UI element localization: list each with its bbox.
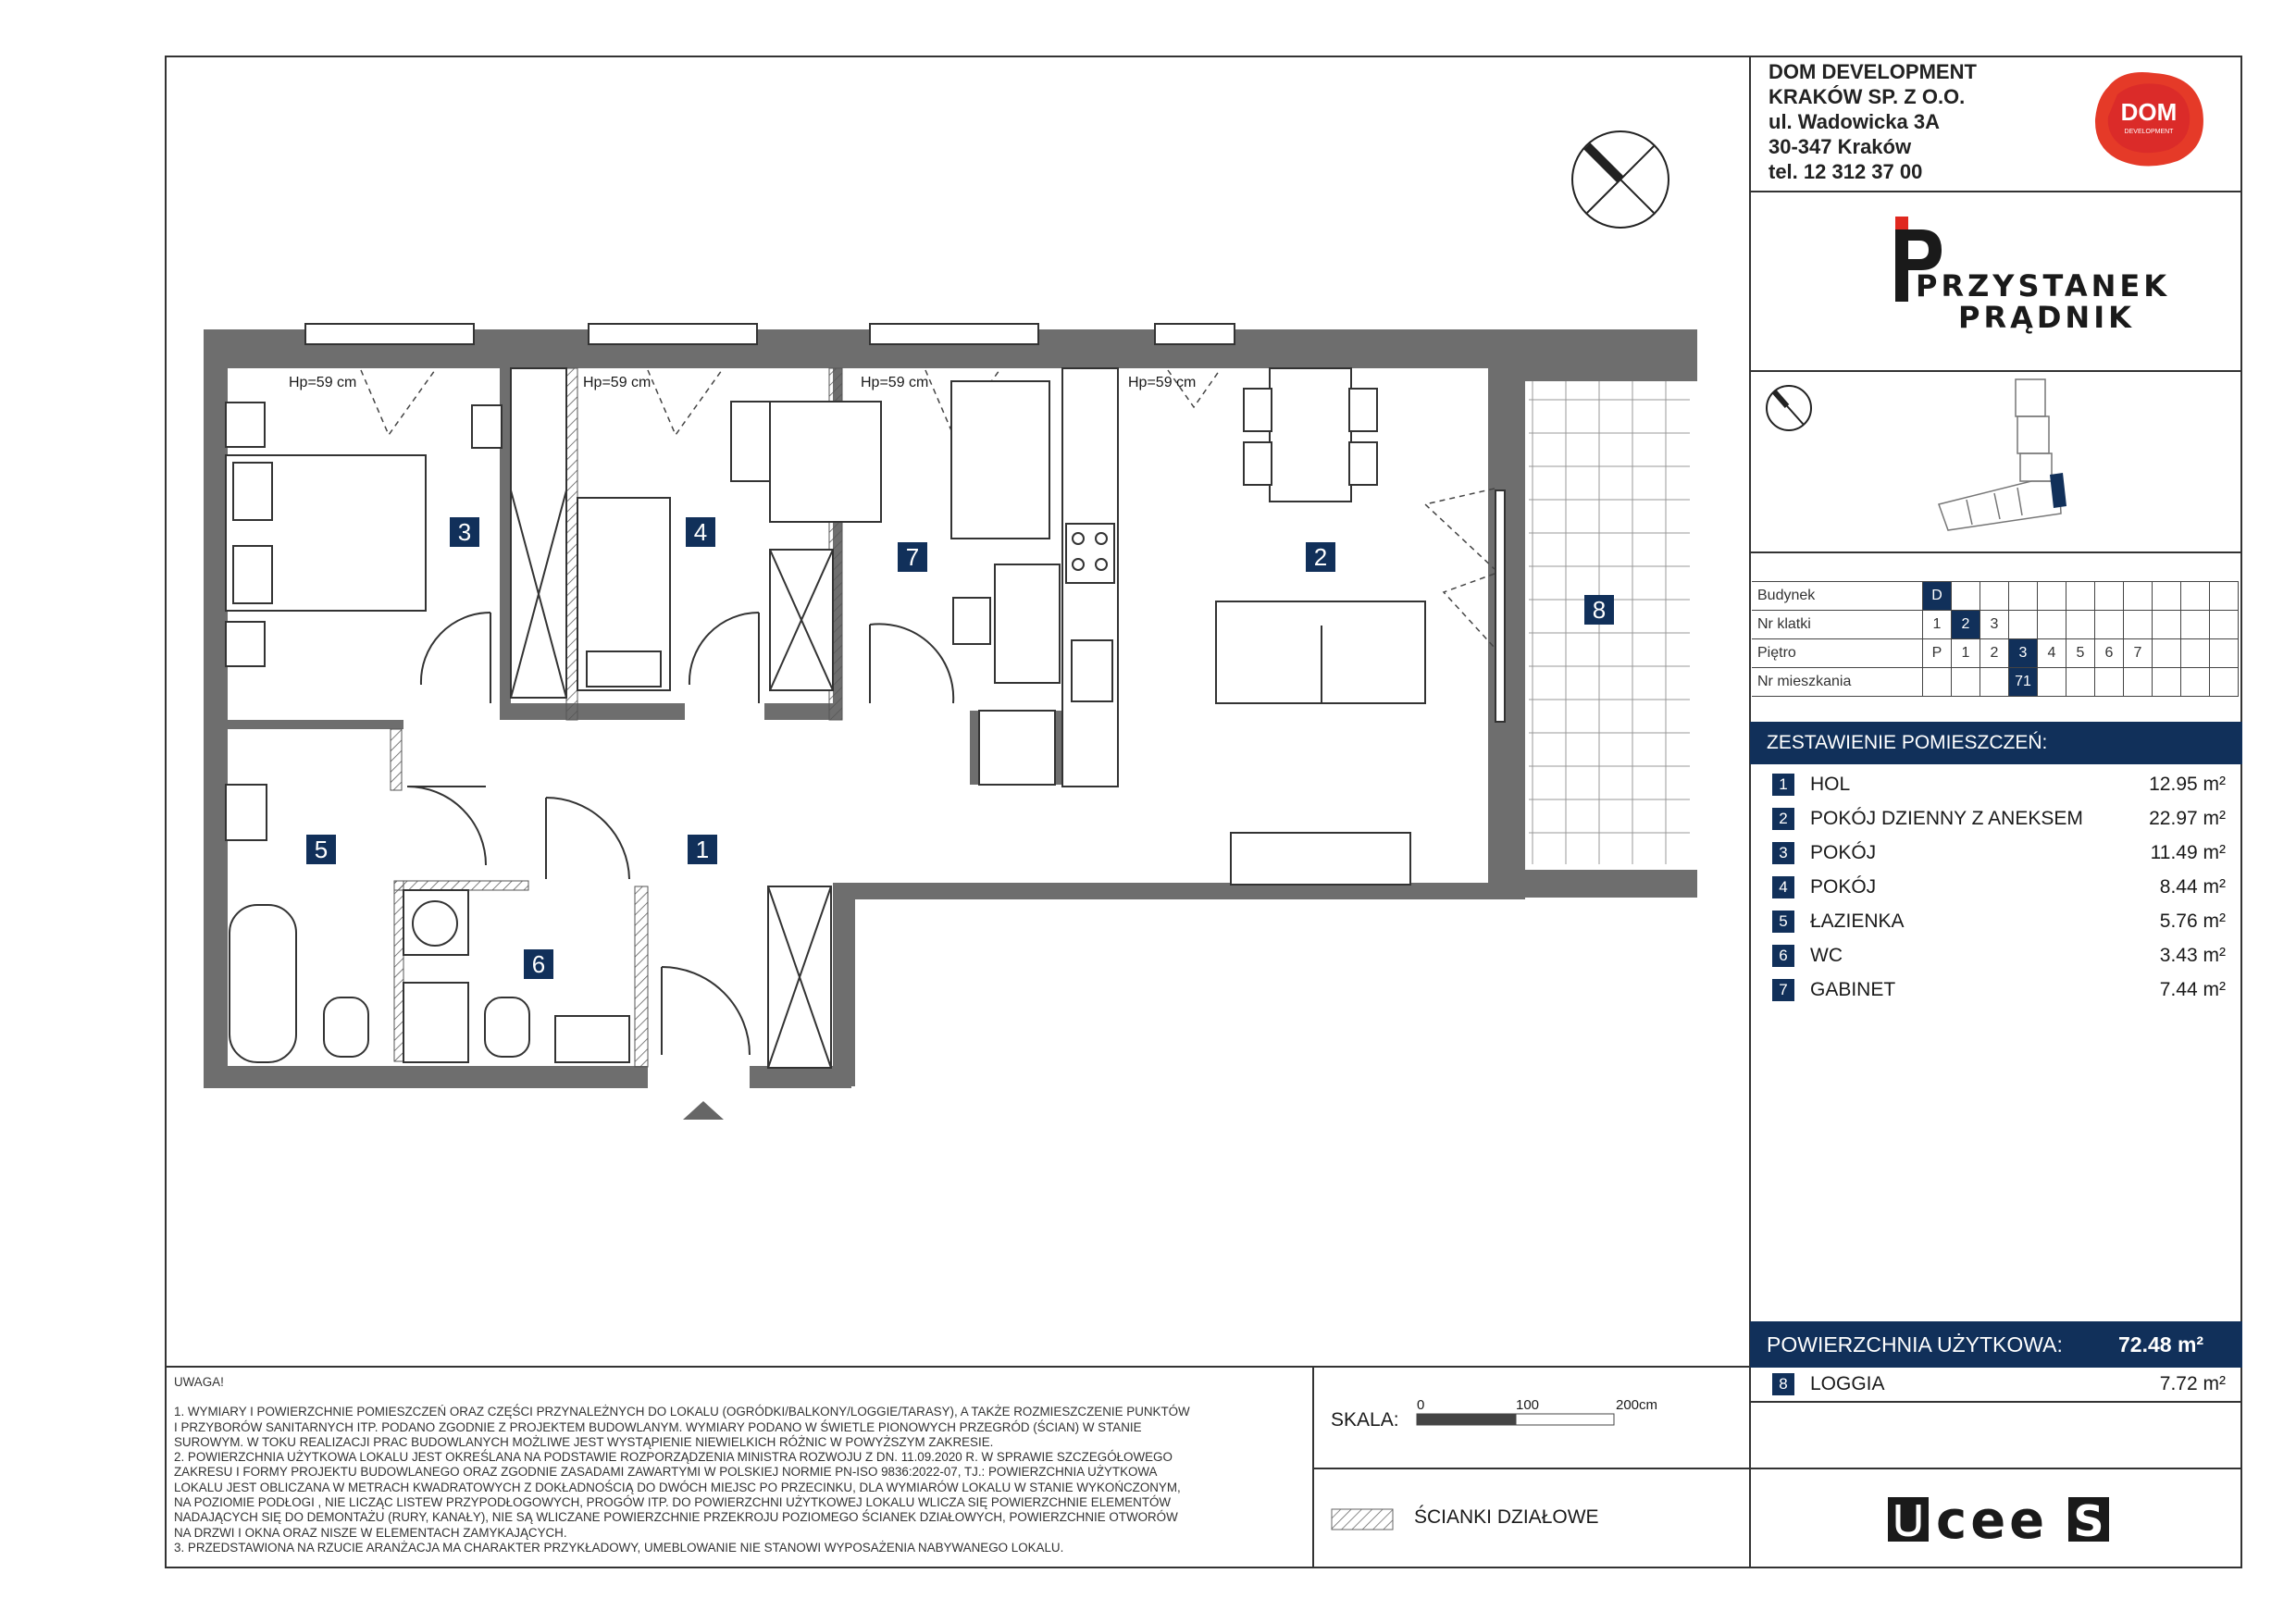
- room-name: POKÓJ DZIENNY Z ANEKSEM: [1810, 808, 2083, 829]
- selection-cell: [2066, 582, 2095, 611]
- selection-cell: [2009, 582, 2038, 611]
- selection-cell: [2124, 668, 2153, 697]
- note-line: NA DRZWI I OKNA ORAZ NISZE W ELEMENTACH ZAMYKAJĄCYCH.: [174, 1525, 567, 1540]
- selection-cell: 1: [1952, 639, 1980, 668]
- armchair: [951, 381, 1049, 539]
- window-height-label-1: Hp=59 cm: [289, 375, 357, 390]
- room-name: HOL: [1810, 774, 1851, 795]
- selection-cell: [2181, 639, 2210, 668]
- window-height-label-4: Hp=59 cm: [1128, 375, 1197, 390]
- company-divider: [1749, 191, 2242, 192]
- note-line: I PRZYBORÓW SANITARNYCH ITP. PODANO ZGODNIE Z PROJEKTEM BUDOWLANYM. WYMIARY PODANO W ŚWIETLE PIONOWYCH PRZEGRÓD (ŚCIAN) W STANIE: [174, 1419, 1142, 1434]
- room-area: 12.95 m²: [2149, 774, 2226, 795]
- selection-cell: [2095, 668, 2124, 697]
- selection-cell: 7: [2124, 639, 2153, 668]
- selection-cell: [2038, 582, 2066, 611]
- scale-tick-0: 0: [1417, 1397, 1425, 1413]
- extra-room-area: 7.72 m²: [2159, 1373, 2226, 1394]
- building-outline: [1939, 379, 2061, 530]
- rooms-summary-header: ZESTAWIENIE POMIESZCZEŃ:: [1750, 722, 2242, 764]
- room-area: 8.44 m²: [2159, 876, 2226, 898]
- extra-room-name: LOGGIA: [1810, 1373, 1885, 1394]
- selection-cell: 3: [2009, 639, 2038, 668]
- room-tag-1: 1: [688, 835, 717, 864]
- selection-cell: 6: [2095, 639, 2124, 668]
- room-name: POKÓJ: [1810, 842, 1877, 863]
- selection-cell: [2009, 611, 2038, 639]
- selection-row: [1752, 668, 2239, 697]
- room-tag-2: 2: [1306, 542, 1335, 572]
- selection-cell: [2124, 611, 2153, 639]
- room-name: WC: [1810, 945, 1843, 966]
- selection-cell: [2066, 668, 2095, 697]
- room-tag-4: 4: [686, 517, 715, 547]
- selection-cell: [2095, 611, 2124, 639]
- logo-divider: [1749, 1468, 2242, 1469]
- room-row: [1772, 771, 2226, 799]
- extra-room-number: 8: [1772, 1373, 1794, 1395]
- selection-cell: P: [1923, 639, 1952, 668]
- toilet-2: [485, 997, 529, 1057]
- room-area: 5.76 m²: [2159, 911, 2226, 932]
- selection-cell: [2124, 582, 2153, 611]
- selection-cell: [2153, 668, 2181, 697]
- selection-row: [1752, 639, 2239, 668]
- room-number: 7: [1772, 979, 1794, 1001]
- partition-wall-legend-label: ŚCIANKI DZIAŁOWE: [1414, 1506, 1599, 1528]
- unit-selection-table: [1752, 581, 2239, 697]
- scale-divider: [1312, 1468, 1750, 1469]
- notes-block: [174, 1375, 1285, 1555]
- selection-cell: 5: [2066, 639, 2095, 668]
- selection-row-label: Nr klatki: [1752, 611, 1923, 639]
- room-name: GABINET: [1810, 979, 1896, 1000]
- company-name-2: KRAKÓW SP. Z O.O.: [1769, 85, 1966, 108]
- room-number: 2: [1772, 808, 1794, 830]
- room-number: 1: [1772, 774, 1794, 796]
- scale-tick-200: 200cm: [1616, 1397, 1658, 1413]
- project-name-line2: PRĄDNIK: [1958, 300, 2135, 335]
- selection-cell: [2181, 611, 2210, 639]
- selection-cell: 3: [1980, 611, 2009, 639]
- project-divider: [1749, 370, 2242, 372]
- room-area: 22.97 m²: [2149, 808, 2226, 829]
- room-row: [1772, 976, 2226, 1004]
- selection-row: [1752, 611, 2239, 639]
- note-line: 3. PRZEDSTAWIONA NA RZUCIE ARANŻACJA MA CHARAKTER PRZYKŁADOWY, UMEBLOWANIE NIE STANOWI WYPOSAŻENIA NABYWANEGO LOKALU.: [174, 1540, 1064, 1555]
- uceeS-logo: [1888, 1492, 2110, 1547]
- dom-logo-word: DOM: [2120, 98, 2178, 126]
- selected-unit-marker: [2050, 473, 2066, 508]
- selection-cell: [2181, 582, 2210, 611]
- svg-text:cee: cee: [1936, 1492, 2049, 1547]
- room-tag-5: 5: [306, 835, 336, 864]
- company-street: ul. Wadowicka 3A: [1769, 110, 1941, 133]
- room-area: 3.43 m²: [2159, 945, 2226, 966]
- room-row: [1772, 942, 2226, 970]
- room-name: ŁAZIENKA: [1810, 911, 1905, 932]
- selection-cell: [1952, 668, 1980, 697]
- room-name: POKÓJ: [1810, 876, 1877, 898]
- extra-room-row: [1772, 1370, 2226, 1398]
- dom-logo-sub: DEVELOPMENT: [2124, 129, 2174, 135]
- selection-cell: [2181, 668, 2210, 697]
- selection-cell: [2095, 582, 2124, 611]
- room-number: 5: [1772, 911, 1794, 933]
- room-row: [1772, 805, 2226, 833]
- selection-row-label: Piętro: [1752, 639, 1923, 668]
- company-name: DOM DEVELOPMENT: [1769, 60, 1977, 83]
- note-line: 2. POWIERZCHNIA UŻYTKOWA LOKALU JEST OKREŚLANA NA PODSTAWIE ROZPORZĄDZENIA MINISTRA ROZWOJU Z DN. 11.09.2020 R. W SPRAWIE SZCZEGÓŁOWEGO: [174, 1450, 1173, 1465]
- scale-label: SKALA:: [1331, 1409, 1399, 1431]
- room-tag-7: 7: [898, 542, 927, 572]
- selection-cell: 71: [2009, 668, 2038, 697]
- usable-area-value: 72.48 m²: [2118, 1332, 2204, 1357]
- room-tag-6: 6: [524, 949, 553, 979]
- selection-cell: [2210, 611, 2239, 639]
- note-line: ZAKRESU I FORMY PROJEKTU BUDOWLANEGO ORAZ ZGODNIE ZASADAMI ZAWARTYMI W POLSKIEJ NORMIE PN-ISO 9836:2022-07, TJ.: POWIERZCHNIA UŻYTKOWA: [174, 1465, 1158, 1480]
- svg-text:S: S: [2073, 1496, 2104, 1546]
- selection-cell: [2153, 582, 2181, 611]
- project-name-line1: PRZYSTANEK: [1916, 268, 2171, 304]
- room-area: 7.44 m²: [2159, 979, 2226, 1000]
- selection-cell: [1980, 582, 2009, 611]
- doors: [407, 613, 953, 1055]
- room-row: [1772, 873, 2226, 901]
- bathtub: [230, 905, 296, 1062]
- note-line: LOKALU JEST OBLICZANA W METRACH KWADRATOWYCH Z DOKŁADNOŚCIĄ DO DWÓCH MIEJSC PO PRZECINKU, DLA WYMIARÓW LOKALU W STANIE WYKOŃCZONYM,: [174, 1480, 1181, 1494]
- selection-cell: [2210, 668, 2239, 697]
- selection-cell: 2: [1980, 639, 2009, 668]
- window-height-label-3: Hp=59 cm: [861, 375, 929, 390]
- selection-row: [1752, 582, 2239, 611]
- tv-cabinet: [1231, 833, 1410, 885]
- key-plan: [1754, 375, 2235, 551]
- note-line: NA POZIOMIE PODŁOGI , NIE LICZĄC LISTEW PRZYPODŁOGOWYCH, PROGÓW ITP. DO POWIERZCHNI UŻYTKOWEJ LOKALU WLICZA SIĘ POWIERZCHNIE ELEMENTÓW: [174, 1495, 1172, 1510]
- dom-development-logo: [2090, 68, 2210, 170]
- selection-cell: [2153, 639, 2181, 668]
- extra-divider: [1749, 1401, 2242, 1403]
- small-compass-icon: [1767, 386, 1811, 430]
- selection-row-label: Budynek: [1752, 582, 1923, 611]
- selection-cell: [2038, 668, 2066, 697]
- selection-cell: [1923, 668, 1952, 697]
- dining-table: [1270, 368, 1351, 502]
- scale-tick-100: 100: [1516, 1397, 1540, 1413]
- selection-cell: [2153, 611, 2181, 639]
- room-number: 3: [1772, 842, 1794, 864]
- wc-washbasin: [555, 1016, 629, 1062]
- entrance-arrow-icon: [683, 1101, 724, 1120]
- selection-cell: D: [1923, 582, 1952, 611]
- keyplan-divider: [1749, 551, 2242, 553]
- note-line: 1. WYMIARY I POWIERZCHNIE POMIESZCZEŃ ORAZ CZĘŚCI PRZYNALEŻNYCH DO LOKALU (OGRÓDKI/BALKONY/LOGGIE/TARASY), A TAKŻE ROZMIESZCZENIE PUNKTÓW: [174, 1405, 1190, 1419]
- room-number: 4: [1772, 876, 1794, 898]
- company-phone: tel. 12 312 37 00: [1769, 160, 1923, 183]
- toilet: [324, 997, 368, 1057]
- window-height-label-2: Hp=59 cm: [583, 375, 652, 390]
- note-line: NADAJĄCYCH SIĘ DO DEMONTAŻU (RURY, KANAŁY), NIE SĄ WLICZANE POWIERZCHNIE PRZEKROJU POZIOMEGO ŚCIANEK DZIAŁOWYCH, POWIERZCHNIE OTWORÓW: [174, 1510, 1178, 1525]
- selection-cell: 1: [1923, 611, 1952, 639]
- room-number: 6: [1772, 945, 1794, 967]
- company-address: [1769, 59, 1977, 184]
- selection-cell: [2210, 639, 2239, 668]
- selection-cell: 2: [1952, 611, 1980, 639]
- note-line: SUROWYM. W TOKU REALIZACJI PRAC BUDOWLANYCH MOŻLIWE JEST WYSTĄPIENIE NIEWIELKICH RÓŻNIC W POWYŻSZYM ZAKRESIE.: [174, 1434, 994, 1449]
- usable-area-total: [1750, 1321, 2242, 1368]
- washbasin: [226, 785, 267, 840]
- scale-bar: [1416, 1413, 1616, 1426]
- room-area: 11.49 m²: [2150, 842, 2226, 863]
- room-row: [1772, 908, 2226, 935]
- selection-cell: [1980, 668, 2009, 697]
- selection-cell: [2210, 582, 2239, 611]
- notes-lines: [174, 1405, 1285, 1555]
- room-tag-8: 8: [1584, 595, 1614, 625]
- selection-cell: [1952, 582, 1980, 611]
- room-row: [1772, 839, 2226, 867]
- selection-row-label: Nr mieszkania: [1752, 668, 1923, 697]
- selection-cell: 4: [2038, 639, 2066, 668]
- usable-area-label: POWIERZCHNIA UŻYTKOWA:: [1767, 1332, 2063, 1357]
- room-tag-3: 3: [450, 517, 479, 547]
- partition-wall-hatch-icon: [1331, 1508, 1394, 1530]
- selection-cell: [2066, 611, 2095, 639]
- selection-cell: [2038, 611, 2066, 639]
- company-city: 30-347 Kraków: [1769, 135, 1912, 158]
- notes-title: UWAGA!: [174, 1375, 224, 1389]
